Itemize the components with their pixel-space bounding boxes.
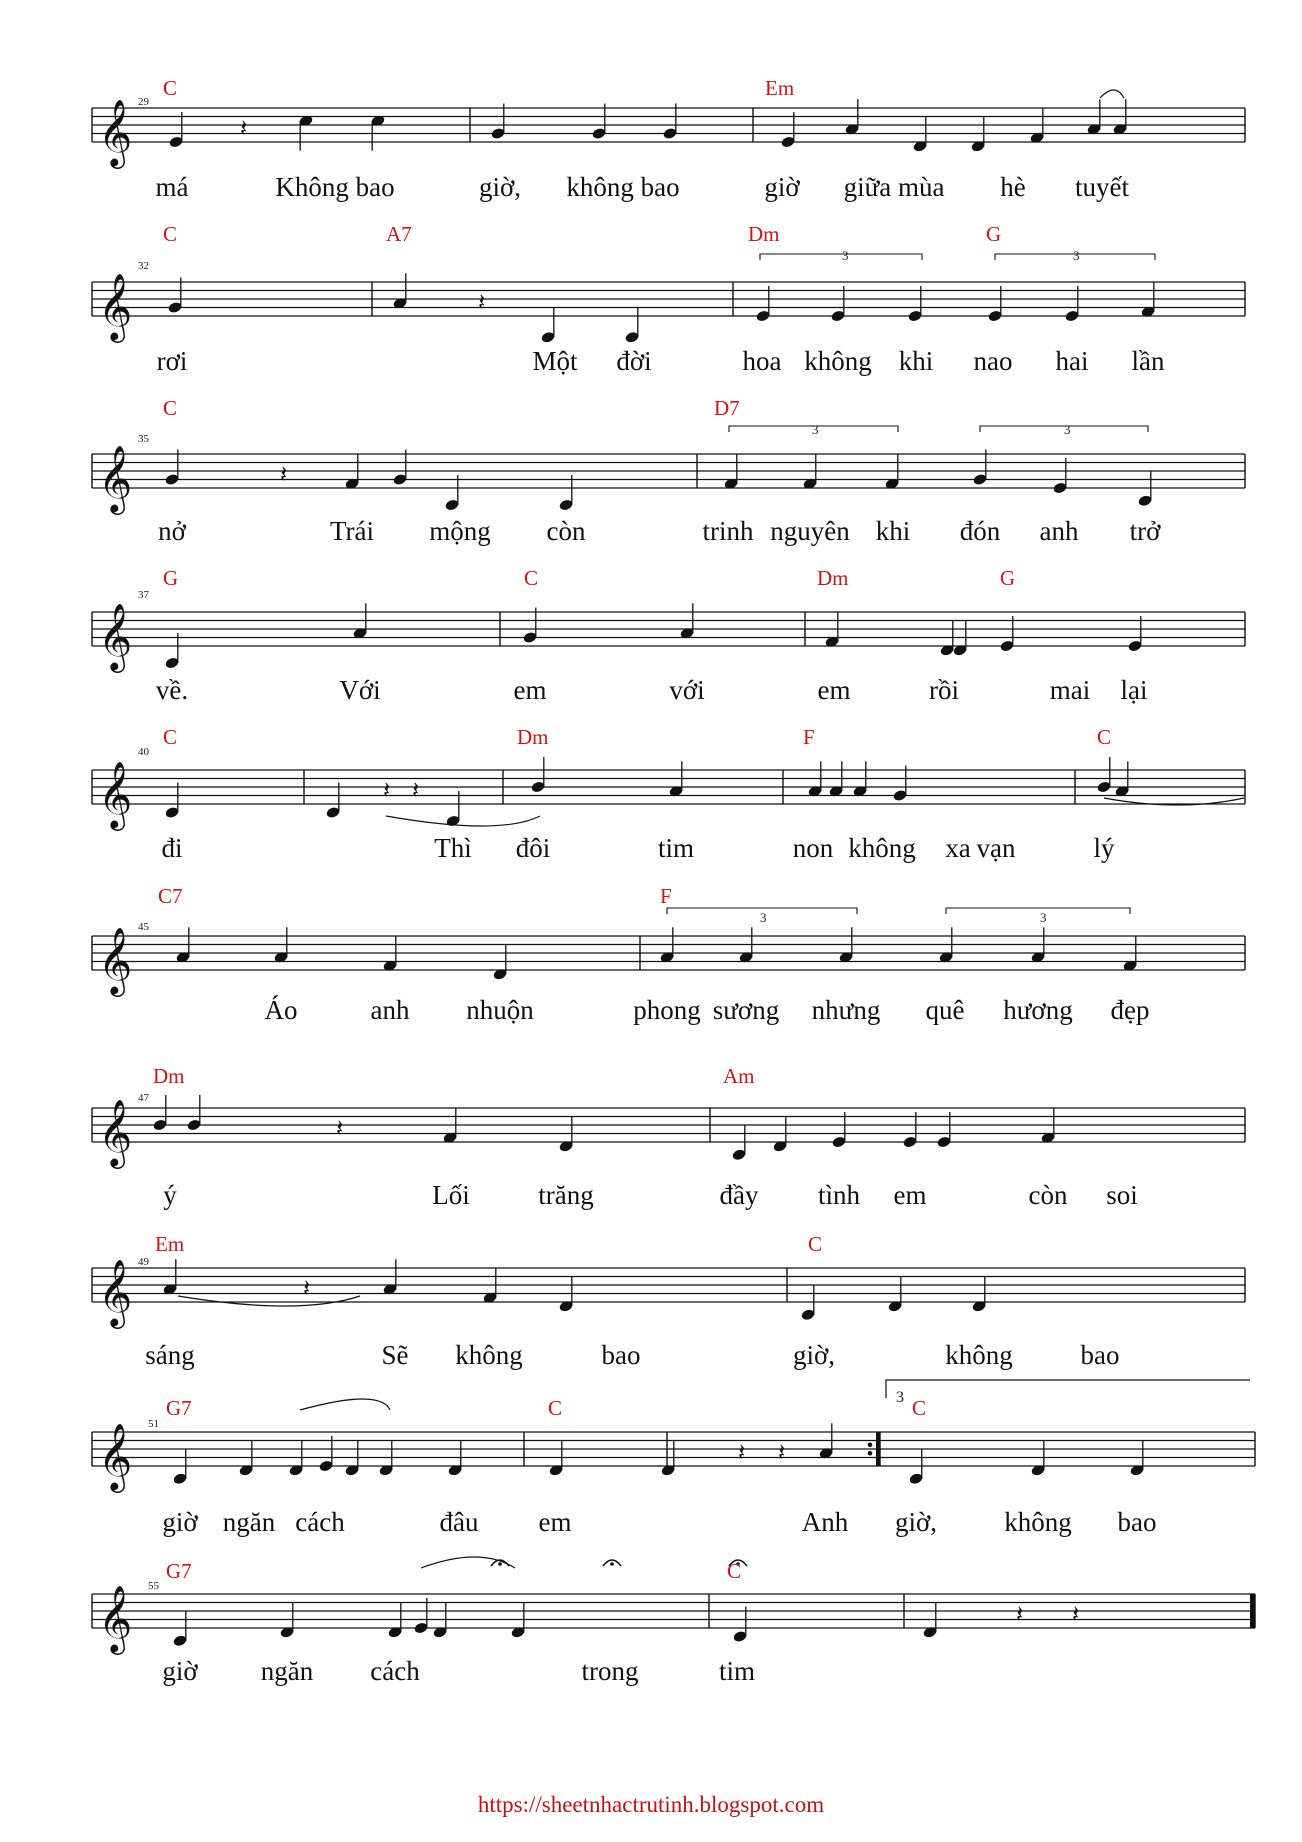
lyric-syllable: đi	[161, 833, 183, 863]
lyric-syllable: còn	[546, 516, 586, 546]
tuplet-number: 3	[1040, 910, 1047, 925]
lyric-syllable: Trái	[329, 516, 375, 546]
lyric-syllable: rơi	[156, 346, 188, 376]
volta-bracket	[886, 1380, 1250, 1398]
lyric-syllable: hai	[1055, 346, 1089, 376]
lyric-syllable: lý	[1093, 833, 1115, 863]
lyric-syllable: em	[893, 1180, 927, 1210]
lyric-syllable: mộng	[429, 516, 491, 546]
fermata-dot	[610, 1562, 614, 1566]
lyric-syllable: nhuộn	[466, 995, 534, 1025]
lyric-syllable: tim	[718, 1656, 756, 1686]
lyric-syllable: hương	[1003, 995, 1073, 1025]
chord-symbol: G	[986, 222, 1002, 246]
lyric-syllable: xa	[945, 833, 971, 863]
measure-number: 35	[138, 433, 149, 445]
lyric-syllable: hoa	[742, 346, 782, 376]
treble-clef-icon: 𝄞	[98, 272, 133, 340]
lyric-syllable: em	[513, 675, 547, 705]
lyric-syllable: không	[804, 346, 872, 376]
lyric-syllable: giờ	[764, 172, 800, 202]
tuplet-number: 3	[842, 248, 849, 263]
lyric-syllable: bao	[601, 1340, 641, 1370]
lyric-syllable: nao	[973, 346, 1013, 376]
lyric-syllable: giờ,	[894, 1507, 938, 1537]
fermata-dot	[498, 1562, 502, 1566]
tie-slur	[1100, 90, 1124, 98]
tie-slur	[386, 816, 540, 826]
quarter-rest-icon: 𝄽	[303, 1274, 311, 1303]
lyric-syllable: đón	[959, 516, 1001, 546]
quarter-rest-icon: 𝄽	[240, 114, 248, 143]
chord-symbol: G	[163, 566, 179, 590]
chord-symbol: C	[727, 1559, 742, 1583]
chord-symbol: C	[163, 725, 178, 749]
lyric-syllable: không	[945, 1340, 1013, 1370]
lyric-syllable: em	[538, 1507, 572, 1537]
chord-symbol: F	[803, 725, 815, 749]
lyric-syllable: không	[848, 833, 916, 863]
lyric-syllable: má	[155, 172, 189, 202]
treble-clef-icon: 𝄞	[98, 1584, 133, 1652]
chord-symbol: Dm	[153, 1064, 185, 1088]
lyric-syllable: còn	[1028, 1180, 1068, 1210]
lyric-syllable: trăng	[538, 1180, 594, 1210]
quarter-rest-icon: 𝄽	[280, 460, 288, 489]
lyric-syllable: anh	[1039, 516, 1079, 546]
quarter-rest-icon: 𝄽	[738, 1438, 746, 1467]
lyric-syllable: anh	[370, 995, 410, 1025]
lyric-syllable: giờ	[162, 1656, 198, 1686]
lyric-syllable: giờ	[162, 1507, 198, 1537]
final-barline	[1250, 1594, 1255, 1628]
measure-number: 45	[138, 921, 149, 933]
treble-clef-icon: 𝄞	[98, 1258, 133, 1326]
repeat-barline	[876, 1432, 880, 1466]
lyric-syllable: giữa mùa	[843, 172, 945, 202]
chord-symbol: A7	[386, 222, 412, 246]
chord-symbol: C	[808, 1232, 823, 1256]
treble-clef-icon: 𝄞	[98, 926, 133, 994]
quarter-rest-icon: 𝄽	[412, 776, 420, 805]
chord-symbol: C	[524, 566, 539, 590]
lyric-syllable: tim	[657, 833, 695, 863]
chord-symbol: C	[163, 76, 178, 100]
lyric-syllable: giờ,	[792, 1340, 836, 1370]
lyric-syllable: trở	[1129, 516, 1161, 546]
tie-slur	[300, 1399, 390, 1410]
chord-symbol: G	[1000, 566, 1016, 590]
lyric-syllable: nở	[158, 516, 186, 546]
lyric-syllable: tình	[817, 1180, 861, 1210]
lyric-syllable: rồi	[929, 675, 959, 705]
lyric-syllable: khi	[875, 516, 911, 546]
lyric-syllable: không	[1004, 1507, 1072, 1537]
lyric-syllable: trong	[581, 1656, 639, 1686]
source-url-link[interactable]: https://sheetnhactrutinh.blogspot.com	[477, 1792, 825, 1817]
chord-symbol: C	[1097, 725, 1112, 749]
lyric-syllable: Anh	[801, 1507, 849, 1537]
repeat-dot	[868, 1442, 873, 1447]
lyric-syllable: lần	[1131, 346, 1165, 376]
chord-symbol: D7	[714, 396, 740, 420]
treble-clef-icon: 𝄞	[98, 98, 133, 166]
lyric-syllable: đời	[616, 346, 652, 376]
lyric-syllable: bao	[1080, 1340, 1120, 1370]
lyric-syllable: ý	[163, 1180, 177, 1210]
lyric-syllable: về.	[155, 675, 189, 705]
lyric-syllable: phong	[633, 995, 701, 1025]
measure-number: 55	[148, 1580, 159, 1592]
chord-symbol: Dm	[748, 222, 780, 246]
chord-symbol: Dm	[817, 566, 849, 590]
lyric-syllable: vạn	[976, 833, 1016, 863]
measure-number: 37	[138, 589, 149, 601]
quarter-rest-icon: 𝄽	[778, 1438, 786, 1467]
lyric-syllable: sáng	[145, 1340, 195, 1370]
lyric-syllable: Sẽ	[381, 1340, 409, 1370]
lyric-syllable: nhưng	[811, 995, 881, 1025]
tuplet-number: 3	[812, 422, 819, 437]
lyric-syllable: đầy	[719, 1180, 759, 1210]
treble-clef-icon: 𝄞	[98, 760, 133, 828]
lyric-syllable: hè	[1000, 172, 1026, 202]
lyric-syllable: soi	[1106, 1180, 1138, 1210]
lyric-syllable: đâu	[439, 1507, 479, 1537]
quarter-rest-icon: 𝄽	[336, 1114, 344, 1143]
measure-number: 32	[138, 260, 149, 272]
measure-number: 47	[138, 1092, 149, 1104]
lyric-syllable: Thì	[434, 833, 472, 863]
lyric-syllable: tuyết	[1075, 172, 1129, 202]
lyric-syllable: em	[817, 675, 851, 705]
lyric-syllable: cách	[295, 1507, 345, 1537]
volta-number: 3	[896, 1389, 904, 1406]
quarter-rest-icon: 𝄽	[478, 288, 486, 317]
tuplet-bracket	[760, 254, 922, 260]
lyric-syllable: lại	[1120, 675, 1148, 705]
treble-clef-icon: 𝄞	[98, 602, 133, 670]
lyric-syllable: quê	[925, 995, 965, 1025]
chord-symbol: G7	[166, 1559, 192, 1583]
chord-symbol: C	[163, 222, 178, 246]
lyric-syllable: non	[792, 833, 834, 863]
lyric-syllable: Một	[532, 346, 578, 376]
lyric-syllable: đôi	[515, 833, 551, 863]
tuplet-bracket	[946, 908, 1130, 914]
chord-symbol: G7	[166, 1396, 192, 1420]
chord-symbol: F	[660, 884, 672, 908]
quarter-rest-icon: 𝄽	[383, 776, 391, 805]
lyric-syllable: khi	[898, 346, 934, 376]
quarter-rest-icon: 𝄽	[1016, 1600, 1024, 1629]
lyric-syllable: nguyên	[770, 516, 850, 546]
chord-symbol: Em	[765, 76, 795, 100]
tuplet-number: 3	[760, 910, 767, 925]
measure-number: 29	[138, 96, 149, 108]
tuplet-number: 3	[1064, 422, 1071, 437]
lyric-syllable: bao	[1117, 1507, 1157, 1537]
chord-symbol: C	[163, 396, 178, 420]
lyric-syllable: trinh	[702, 516, 754, 546]
chord-symbol: C	[548, 1396, 563, 1420]
treble-clef-icon: 𝄞	[98, 1098, 133, 1166]
lyric-syllable: giờ,	[478, 172, 522, 202]
lyric-syllable: Không bao	[275, 172, 395, 202]
chord-symbol: Am	[723, 1064, 755, 1088]
lyric-syllable: với	[669, 675, 705, 705]
quarter-rest-icon: 𝄽	[1072, 1600, 1080, 1629]
lyric-syllable: ngăn	[260, 1656, 314, 1686]
chord-symbol: C	[912, 1396, 927, 1420]
treble-clef-icon: 𝄞	[98, 444, 133, 512]
measure-number: 49	[138, 1256, 149, 1268]
treble-clef-icon: 𝄞	[98, 1422, 133, 1490]
lyric-syllable: Với	[339, 675, 381, 705]
lyric-syllable: Lối	[432, 1180, 470, 1210]
lyric-syllable: không bao	[566, 172, 680, 202]
chord-symbol: Dm	[517, 725, 549, 749]
lyric-syllable: ngăn	[222, 1507, 276, 1537]
lyric-syllable: mai	[1049, 675, 1091, 705]
measure-number: 40	[138, 746, 149, 758]
chord-symbol: C7	[158, 884, 183, 908]
repeat-dot	[868, 1451, 873, 1456]
chord-symbol: Em	[155, 1232, 185, 1256]
lyric-syllable: cách	[370, 1656, 420, 1686]
lyric-syllable: không	[455, 1340, 523, 1370]
lyric-syllable: sương	[712, 995, 780, 1025]
lyric-syllable: Áo	[264, 995, 298, 1025]
lyric-syllable: đẹp	[1110, 995, 1150, 1025]
tie-slur	[178, 1296, 360, 1306]
measure-number: 51	[148, 1418, 159, 1430]
tuplet-number: 3	[1073, 248, 1080, 263]
